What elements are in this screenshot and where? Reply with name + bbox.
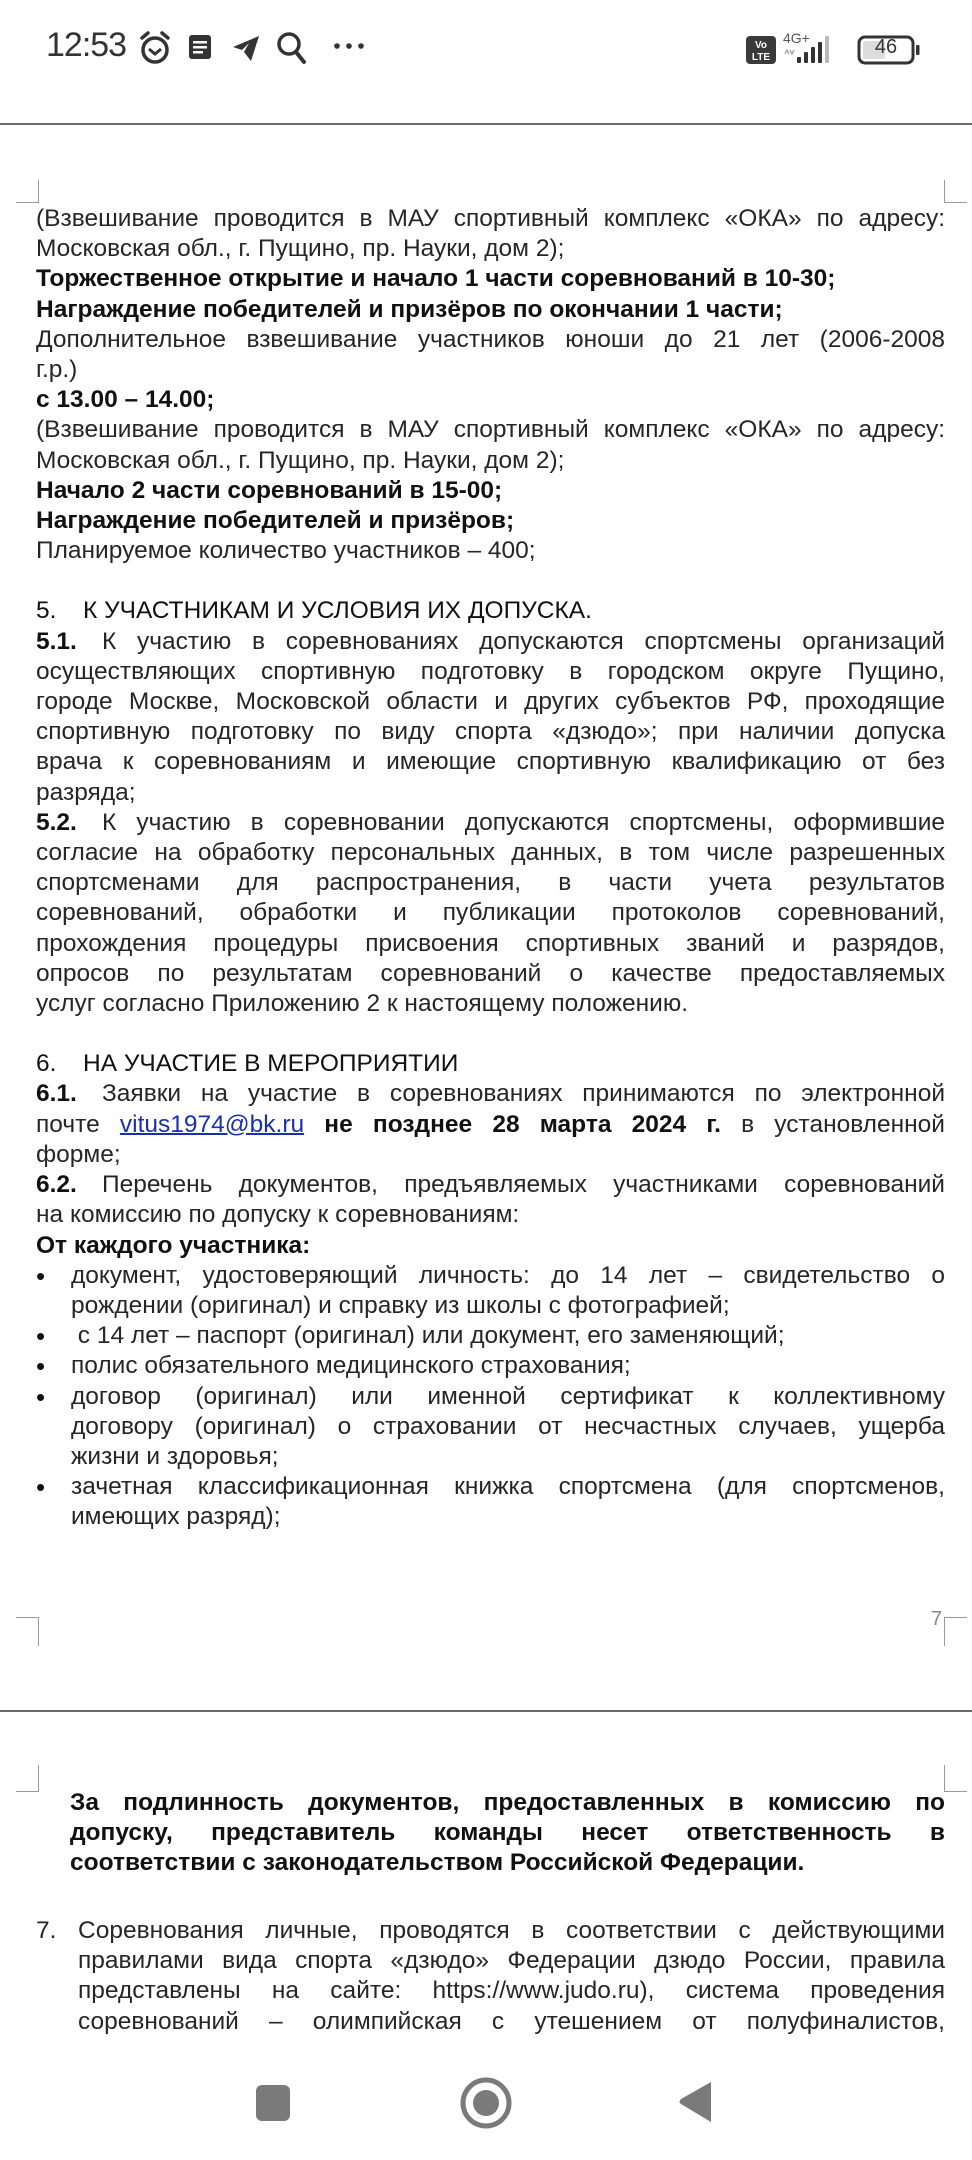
page-number: 7 <box>931 1608 943 1630</box>
page-1-content <box>36 204 945 1533</box>
svg-text:LTE: LTE <box>751 52 771 63</box>
doc-line-bold: Награждение победителей и призёров; <box>36 507 515 535</box>
doc-line: Московская обл., г. Пущино, пр. Науки, дом 2); <box>36 235 565 263</box>
page-corner-mark <box>944 180 967 203</box>
doc-line: Московская обл., г. Пущино, пр. Науки, дом 2); <box>36 446 565 474</box>
recents-button[interactable] <box>255 2084 291 2127</box>
doc-line-bold: Награждение победителей и призёров по окончании 1 части; <box>36 295 783 323</box>
section-number: 5. <box>36 597 57 625</box>
doc-line: осуществляющих спортивную подготовку в городском округе Пущино, <box>36 657 945 685</box>
doc-line: спортивную подготовку по виду спорта «дзюдо»; при наличии допуска <box>36 718 945 746</box>
section-6-heading <box>36 1049 945 1079</box>
page-corner-mark <box>944 1765 967 1792</box>
triangle-back-icon <box>677 2080 713 2124</box>
list-item: • полис обязательного медицинского страхования; <box>36 1351 945 1381</box>
deadline-text: не позднее 28 марта 2024 г. <box>324 1110 721 1138</box>
doc-line: почте vitus1974@bk.ru не позднее 28 марта 2024 г. в установленной <box>36 1110 945 1138</box>
doc-line: (Взвешивание проводится в МАУ спортивный комплекс «ОКА» по адресу: <box>36 205 945 232</box>
page-separator <box>0 1710 972 1712</box>
paragraph-number: 5.1. <box>36 627 77 655</box>
message-icon <box>188 34 212 67</box>
from-each-participant: От каждого участника: <box>36 1231 311 1259</box>
doc-line: врача к соревнованиям и имеющие спортивную квалификацию от без <box>36 748 945 776</box>
svg-text:Vo: Vo <box>754 40 768 51</box>
list-item: • документ, удостоверяющий личность: до 14 лет – свидетельство о рождении (оригинал) и справку из школы с фотографией; <box>36 1261 945 1321</box>
doc-line-bold: Начало 2 части соревнований в 15-00; <box>36 476 503 504</box>
doc-line-bold: с 13.00 – 14.00; <box>36 386 215 414</box>
search-icon <box>276 30 308 71</box>
section-number: 7. <box>36 1917 57 1944</box>
doc-line-bold: Торжественное открытие и начало 1 части соревнований в 10-30; <box>36 265 836 293</box>
status-bar <box>0 0 972 124</box>
list-item: • зачетная классификационная книжка спортсмена (для спортсменов, имеющих разряд); <box>36 1472 945 1532</box>
section-number: 6. <box>36 1050 57 1078</box>
section-7: 7. Соревнования личные, проводятся в соответствии с действующими правилами вида спорта «дзюдо» Федерации дзюдо России, правила представлены на сайте: https://www.judo.ru), система проведения соревнований – олимпийская с утешением от полуфиналистов, <box>36 1917 945 2035</box>
section-5-heading <box>36 596 945 626</box>
email-link[interactable]: vitus1974@bk.ru <box>119 1110 305 1138</box>
status-time: 12:53 <box>46 26 127 64</box>
doc-line: соревнований, обработки и публикации протоколов соревнований, <box>36 899 945 927</box>
navigation-bar <box>0 2065 972 2160</box>
doc-line: на комиссию по допуску к соревнованиям: <box>36 1201 520 1229</box>
doc-line: опросов по результатам соревнований о качестве предоставляемых <box>36 959 945 987</box>
doc-line: г.р.) <box>36 356 78 384</box>
telegram-icon <box>231 34 261 67</box>
network-type-label: 4G+ <box>783 30 810 46</box>
doc-line: форме; <box>36 1140 121 1168</box>
section-title: К УЧАСТНИКАМ И УСЛОВИЯ ИХ ДОПУСКА. <box>83 597 592 625</box>
page-corner-mark <box>944 1617 967 1646</box>
circle-icon <box>460 2077 512 2129</box>
doc-line: Планируемое количество участников – 400; <box>36 537 536 565</box>
home-button[interactable] <box>460 2077 512 2134</box>
paragraph-6-1: 6.1. Заявки на участие в соревнованиях принимаются по электронной <box>36 1079 945 1109</box>
page-corner-mark <box>16 1617 39 1646</box>
paragraph-number: 6.2. <box>36 1171 77 1199</box>
more-icon <box>332 38 368 56</box>
paragraph-5-2: 5.2. К участию в соревновании допускаются спортсмены, оформившие <box>36 808 945 838</box>
list-item: • с 14 лет – паспорт (оригинал) или документ, его заменяющий; <box>36 1321 945 1351</box>
paragraph-number: 5.2. <box>36 808 77 836</box>
doc-line: согласие на обработку персональных данных, в том числе разрешенных <box>36 839 945 867</box>
alarm-icon <box>138 30 172 71</box>
battery-level: 46 <box>874 36 898 58</box>
square-icon <box>255 2084 291 2122</box>
doc-line: прохождения процедуры присвоения спортивных званий и разрядов, <box>36 929 945 957</box>
page-corner-mark <box>16 180 39 203</box>
responsibility-notice: За подлинность документов, предоставленных в комиссию по допуску, представитель команды несет ответственность в соответствии с законодательством Российской Федерации. <box>70 1789 945 1877</box>
page-corner-mark <box>16 1765 39 1792</box>
doc-line: спортсменами для распространения, в части учета результатов <box>36 869 945 897</box>
section-title: НА УЧАСТИЕ В МЕРОПРИЯТИИ <box>83 1050 459 1078</box>
doc-line: услуг согласно Приложению 2 к настоящему положению. <box>36 990 689 1018</box>
document-viewer[interactable] <box>0 125 972 2065</box>
paragraph-5-1: 5.1. К участию в соревнованиях допускаются спортсмены организаций <box>36 627 945 657</box>
paragraph-number: 6.1. <box>36 1080 77 1108</box>
doc-line: городе Москве, Московской области и других субъектов РФ, проходящие <box>36 688 945 716</box>
paragraph-6-2: 6.2. Перечень документов, предъявляемых участниками соревнований <box>36 1170 945 1200</box>
back-button[interactable] <box>677 2080 713 2129</box>
list-item: • договор (оригинал) или именной сертификат к коллективному договору (оригинал) о страховании от несчастных случаев, ущерба жизни и здоровья; <box>36 1382 945 1473</box>
doc-line: (Взвешивание проводится в МАУ спортивный комплекс «ОКА» по адресу: <box>36 416 945 444</box>
doc-line: разряда; <box>36 778 136 806</box>
doc-line: Дополнительное взвешивание участников юноши до 21 лет (2006-2008 <box>36 325 945 353</box>
volte-icon <box>746 36 776 69</box>
signal-icon <box>783 30 845 71</box>
